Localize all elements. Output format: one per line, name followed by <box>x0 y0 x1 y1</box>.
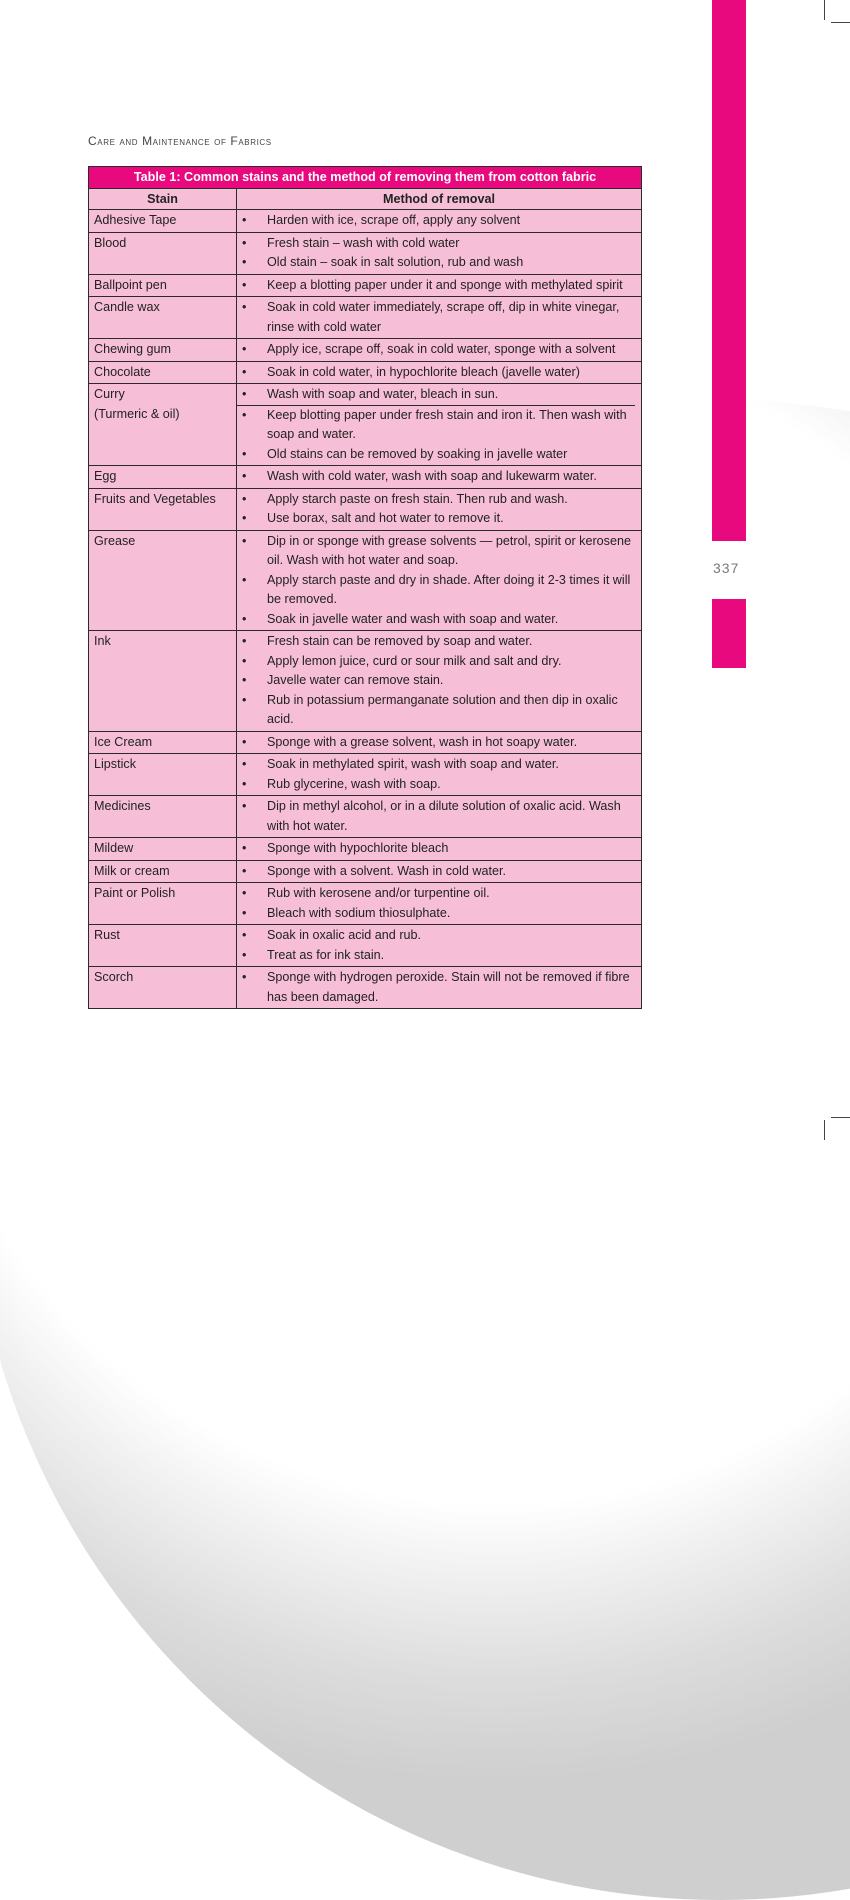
table-row <box>89 361 642 384</box>
method-item <box>237 797 635 836</box>
method-item <box>237 509 635 529</box>
method-group <box>237 632 635 730</box>
method-text: Bleach with sodium thiosulphate. <box>267 905 451 920</box>
method-cell <box>237 731 642 754</box>
table-row <box>89 488 642 530</box>
method-text: Sponge with hypochlorite bleach <box>267 841 449 855</box>
method-group <box>237 363 635 383</box>
method-text: Apply starch paste on fresh stain. Then rub and wash. <box>267 491 568 506</box>
method-text: Dip in methyl alcohol, or in a dilute solution of oxalic acid. Wash with hot water. <box>267 799 621 833</box>
bullet-icon: • <box>242 611 247 626</box>
stain-cell <box>89 384 237 466</box>
bullet-icon: • <box>242 886 247 900</box>
bullet-icon: • <box>242 407 247 422</box>
table-row <box>89 754 642 796</box>
stain-cell <box>89 731 237 754</box>
method-text: Soak in oxalic acid and rub. <box>267 928 422 942</box>
stain-name: Milk or cream <box>94 863 170 878</box>
margin-bar-top <box>712 0 746 541</box>
method-item <box>237 532 635 571</box>
stain-name: Scorch <box>94 970 134 984</box>
method-item <box>237 632 635 652</box>
method-item <box>237 968 635 1007</box>
method-group <box>237 298 635 337</box>
stain-name: Ice Cream <box>94 734 153 749</box>
stain-cell <box>89 466 237 489</box>
method-item <box>237 211 635 231</box>
method-cell <box>237 488 642 530</box>
method-group <box>237 405 635 465</box>
method-cell <box>237 384 642 466</box>
table-row <box>89 384 642 466</box>
table-row <box>89 631 642 732</box>
method-cell <box>237 754 642 796</box>
method-text: Wash with soap and water, bleach in sun. <box>267 387 499 401</box>
method-group <box>237 862 635 882</box>
method-text: Rub with kerosene and/or turpentine oil. <box>267 886 490 900</box>
method-text: Rub in potassium permanganate solution and then dip in oxalic acid. <box>267 692 618 726</box>
bullet-icon: • <box>242 841 247 855</box>
table-row <box>89 925 642 967</box>
method-text: Harden with ice, scrape off, apply any solvent <box>267 213 521 227</box>
method-cell <box>237 925 642 967</box>
bullet-icon: • <box>242 734 247 749</box>
stain-cell <box>89 838 237 861</box>
stain-name: Paint or Polish <box>94 886 176 900</box>
stain-cell <box>89 297 237 339</box>
method-cell <box>237 274 642 297</box>
method-cell <box>237 210 642 233</box>
bullet-icon: • <box>242 342 247 356</box>
stain-name: Candle wax <box>94 300 160 314</box>
method-cell <box>237 631 642 732</box>
method-text: Sponge with hydrogen peroxide. Stain will not be removed if fibre has been damaged. <box>267 970 630 1004</box>
method-text: Treat as for ink stain. <box>267 947 385 962</box>
stain-cell <box>89 232 237 274</box>
table-row <box>89 297 642 339</box>
method-item <box>237 652 635 672</box>
table-row <box>89 731 642 754</box>
bullet-icon: • <box>242 469 247 483</box>
method-item <box>237 385 635 405</box>
method-group <box>237 490 635 529</box>
stain-cell <box>89 796 237 838</box>
method-item <box>237 733 635 753</box>
bullet-icon: • <box>242 511 247 525</box>
method-text: Sponge with a grease solvent, wash in hot soapy water. <box>267 734 578 749</box>
method-group <box>237 797 635 836</box>
method-cell <box>237 796 642 838</box>
method-group <box>237 884 635 923</box>
bullet-icon: • <box>242 947 247 962</box>
stain-name: Chocolate <box>94 364 151 379</box>
column-header-method: Method of removal <box>237 189 642 210</box>
method-item <box>237 445 635 465</box>
table-row <box>89 883 642 925</box>
method-group <box>237 234 635 273</box>
method-cell <box>237 967 642 1009</box>
method-text: Wash with cold water, wash with soap and lukewarm water. <box>267 469 597 483</box>
stain-cell <box>89 754 237 796</box>
stain-cell <box>89 530 237 631</box>
method-cell <box>237 297 642 339</box>
table-row <box>89 466 642 489</box>
stain-name: Lipstick <box>94 757 136 771</box>
method-text: Old stains can be removed by soaking in javelle water <box>267 446 568 461</box>
bullet-icon: • <box>242 673 247 687</box>
method-group <box>237 340 635 360</box>
method-text: Soak in methylated spirit, wash with soap and water. <box>267 757 559 771</box>
bullet-icon: • <box>242 970 247 984</box>
bullet-icon: • <box>242 213 247 227</box>
method-item <box>237 363 635 383</box>
stain-cell <box>89 925 237 967</box>
bullet-icon: • <box>242 757 247 771</box>
crop-mark-top-horizontal <box>831 22 850 23</box>
stain-cell <box>89 631 237 732</box>
method-text: Soak in cold water, in hypochlorite bleach (javelle water) <box>267 364 580 379</box>
method-text: Keep a blotting paper under it and sponge with methylated spirit <box>267 277 623 292</box>
method-text: Javelle water can remove stain. <box>267 673 444 687</box>
method-group <box>237 926 635 965</box>
margin-bar-bottom <box>712 599 746 668</box>
table-row <box>89 967 642 1009</box>
bullet-icon: • <box>242 533 247 548</box>
method-item <box>237 946 635 966</box>
bullet-icon: • <box>242 491 247 506</box>
stain-name: Grease <box>94 533 136 548</box>
method-text: Rub glycerine, wash with soap. <box>267 776 441 791</box>
method-item <box>237 884 635 904</box>
method-cell <box>237 530 642 631</box>
method-item <box>237 691 635 730</box>
method-cell <box>237 860 642 883</box>
stain-removal-table <box>88 166 641 1009</box>
crop-mark-top-vertical <box>824 0 825 20</box>
stain-cell <box>89 361 237 384</box>
method-group <box>237 211 635 231</box>
method-text: Old stain – soak in salt solution, rub and wash <box>267 255 524 269</box>
stain-cell <box>89 967 237 1009</box>
method-text: Sponge with a solvent. Wash in cold water. <box>267 863 506 878</box>
stain-cell <box>89 274 237 297</box>
method-group <box>237 385 635 405</box>
column-header-stain: Stain <box>89 189 237 210</box>
stain-name: Fruits and Vegetables <box>94 491 216 506</box>
crop-mark-bottom-vertical <box>824 1120 825 1140</box>
table-row <box>89 796 642 838</box>
method-text: Fresh stain – wash with cold water <box>267 235 460 250</box>
method-group <box>237 839 635 859</box>
crop-mark-bottom-horizontal <box>831 1117 850 1118</box>
method-group <box>237 733 635 753</box>
table-row <box>89 274 642 297</box>
method-group <box>237 276 635 296</box>
stain-name: Ballpoint pen <box>94 277 167 292</box>
method-text: Apply lemon juice, curd or sour milk and salt and dry. <box>267 653 562 668</box>
method-text: Apply starch paste and dry in shade. After doing it 2-3 times it will be removed. <box>267 572 631 606</box>
method-cell <box>237 883 642 925</box>
bullet-icon: • <box>242 277 247 292</box>
method-item <box>237 276 635 296</box>
bullet-icon: • <box>242 634 247 648</box>
table-row <box>89 210 642 233</box>
method-group <box>237 467 635 487</box>
method-text: Keep blotting paper under fresh stain and iron it. Then wash with soap and water. <box>267 407 627 441</box>
method-item <box>237 671 635 691</box>
table-row <box>89 530 642 631</box>
table-caption: Table 1: Common stains and the method of removing them from cotton fabric <box>89 167 642 189</box>
method-cell <box>237 466 642 489</box>
stain-cell <box>89 488 237 530</box>
method-text: Soak in cold water immediately, scrape off, dip in white vinegar, rinse with cold water <box>267 300 620 334</box>
bullet-icon: • <box>242 300 247 314</box>
stain-name: Mildew <box>94 841 134 855</box>
method-group <box>237 755 635 794</box>
table-row <box>89 339 642 362</box>
method-item <box>237 253 635 273</box>
stain-name: Egg <box>94 469 117 483</box>
method-item <box>237 467 635 487</box>
table-row <box>89 860 642 883</box>
bullet-icon: • <box>242 653 247 668</box>
method-text: Dip in or sponge with grease solvents — petrol, spirit or kerosene oil. Wash with hot water and soap. <box>267 533 631 567</box>
stain-cell <box>89 860 237 883</box>
method-cell <box>237 232 642 274</box>
bullet-icon: • <box>242 692 247 707</box>
method-item <box>237 298 635 337</box>
stain-name: Chewing gum <box>94 342 172 356</box>
method-text: Fresh stain can be removed by soap and water. <box>267 634 533 648</box>
stain-name: Curry <box>94 387 125 401</box>
method-item <box>237 490 635 510</box>
method-cell <box>237 838 642 861</box>
bullet-icon: • <box>242 364 247 379</box>
stain-name: Medicines <box>94 799 151 813</box>
table-row <box>89 838 642 861</box>
method-text: Apply ice, scrape off, soak in cold water, sponge with a solvent <box>267 342 616 356</box>
method-text: Use borax, salt and hot water to remove it. <box>267 511 504 525</box>
table-row <box>89 232 642 274</box>
method-item <box>237 775 635 795</box>
method-item <box>237 904 635 924</box>
method-cell <box>237 361 642 384</box>
stain-name: Blood <box>94 235 127 250</box>
bullet-icon: • <box>242 905 247 920</box>
method-item <box>237 839 635 859</box>
method-item <box>237 610 635 630</box>
method-item <box>237 234 635 254</box>
bullet-icon: • <box>242 572 247 587</box>
bullet-icon: • <box>242 776 247 791</box>
method-item <box>237 571 635 610</box>
method-item <box>237 926 635 946</box>
table-body <box>89 210 642 1009</box>
stain-cell <box>89 210 237 233</box>
bullet-icon: • <box>242 446 247 461</box>
method-item <box>237 340 635 360</box>
method-item <box>237 755 635 775</box>
method-group <box>237 532 635 630</box>
method-group <box>237 968 635 1007</box>
method-item <box>237 406 635 445</box>
bullet-icon: • <box>242 799 247 813</box>
stain-name: Rust <box>94 928 120 942</box>
method-cell <box>237 339 642 362</box>
bullet-icon: • <box>242 928 247 942</box>
bullet-icon: • <box>242 387 247 401</box>
method-item <box>237 862 635 882</box>
stain-cell <box>89 339 237 362</box>
stain-name: Adhesive Tape <box>94 213 177 227</box>
bullet-icon: • <box>242 255 247 269</box>
running-head: Care and Maintenance of Fabrics <box>88 134 272 148</box>
bullet-icon: • <box>242 863 247 878</box>
stain-cell <box>89 883 237 925</box>
page-number: 337 <box>713 560 740 576</box>
stain-name: Ink <box>94 634 111 648</box>
bullet-icon: • <box>242 235 247 250</box>
method-text: Soak in javelle water and wash with soap and water. <box>267 611 559 626</box>
stain-name: (Turmeric & oil) <box>94 406 180 421</box>
